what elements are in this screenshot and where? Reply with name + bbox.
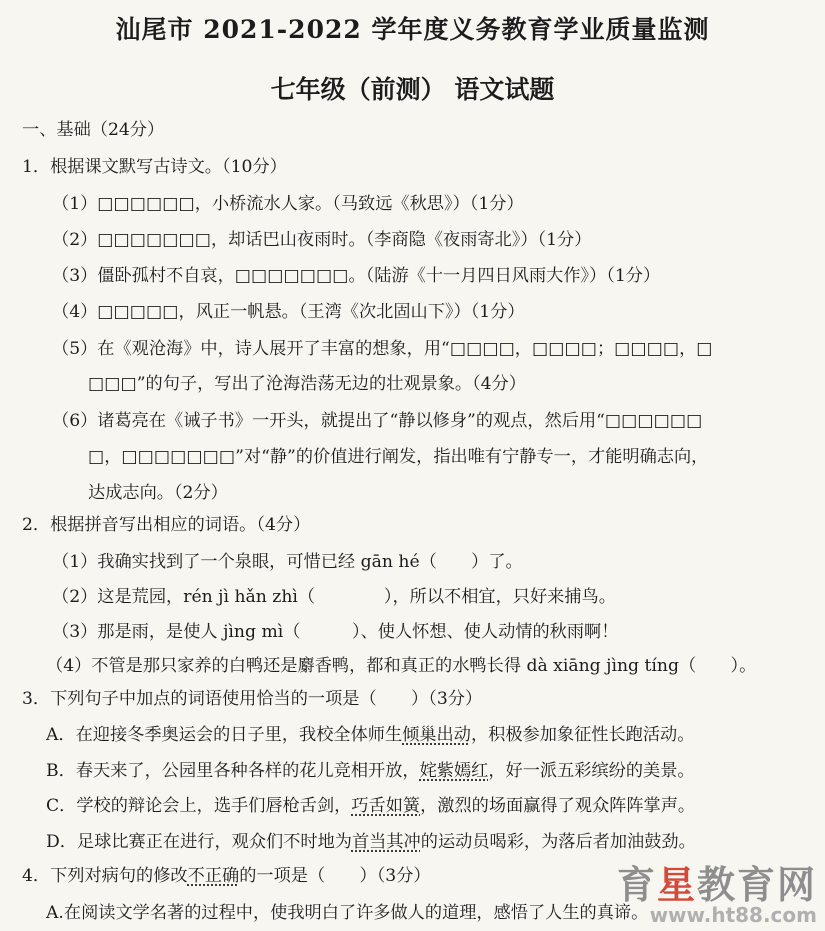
q3-option-b: B．春天来了，公园里各种各样的花儿竞相开放，姹紫嫣红，好一派五彩缤纷的美景。 [46,761,695,781]
q4-option-a: A.在阅读文学名著的过程中，使我明白了许多做人的道理，感悟了人生的真谛。 [46,903,649,923]
q2-item-4: （4）不管是那只家养的白鸭还是麝香鸭，都和真正的水鸭长得 dà xiāng jìng tíng（ ）。 [46,656,757,676]
q1-stem: 1．根据课文默写古诗文。（10分） [22,157,287,177]
q3-option-c-marked-word: 巧舌如簧 [351,796,421,816]
q1-item-6-line-3: 达成志向。（2分） [88,483,228,503]
q2-item-3: （3）那是雨，是使人 jìng mì（ ）、使人怀想、使人动情的秋雨啊！ [52,622,619,642]
q1-item-2: （2）□□□□□□□，却话巴山夜雨时。（李商隐《夜雨寄北》）（1分） [52,230,592,250]
q2-item-2: （2）这是荒园，rén jì hǎn zhì（ ），所以不相宜，只好来捕鸟。 [52,587,616,607]
watermark-url: www.ht88.com [649,903,817,927]
q1-item-6-line-1: （6）诸葛亮在《诫子书》一开头，就提出了“静以修身”的观点，然后用“□□□□□□ [52,411,703,431]
section-heading: 一、基础（24分） [22,120,165,140]
q3-option-b-marked-word: 姹紫嫣红 [419,761,489,781]
exam-title: 汕尾市 2021-2022 学年度义务教育学业质量监测 [115,15,710,44]
q1-item-1: （1）□□□□□□，小桥流水人家。（马致远《秋思》）（1分） [52,194,524,214]
q4-stem: 4．下列对病句的修改不正确的一项是（ ）（3分） [22,866,431,886]
q2-stem: 2．根据拼音写出相应的词语。（4分） [22,515,311,535]
q3-option-d-marked-word: 首当其冲 [351,832,421,852]
q4-marked-word: 不正确 [187,866,240,886]
exam-subtitle: 七年级（前测） 语文试题 [270,75,555,104]
q1-item-5-line-2: □□□”的句子，写出了沧海浩荡无边的壮观景象。（4分） [88,374,526,394]
q1-item-4: （4）□□□□□，风正一帆悬。（王湾《次北固山下》）（1分） [52,302,525,322]
q1-item-5-line-1: （5）在《观沧海》中，诗人展开了丰富的想象，用“□□□□，□□□□；□□□□，□ [52,339,713,359]
q2-item-1: （1）我确实找到了一个泉眼，可惜已经 gān hé（ ）了。 [52,552,523,572]
q3-option-c: C．学校的辩论会上，选手们唇枪舌剑，巧舌如簧，激烈的场面赢得了观众阵阵掌声。 [46,796,696,816]
watermark-star: 星 [656,863,697,907]
q1-item-6-line-2: □，□□□□□□□”对“静”的价值进行阐发，指出唯有宁静专一，才能明确志向， [88,447,709,467]
q3-option-a: A．在迎接冬季奥运会的日子里，我校全体师生倾巢出动，积极参加象征性长跑活动。 [46,725,695,745]
watermark-logo: 育星教育网 www.ht88.com [616,863,817,927]
q3-option-a-marked-word: 倾巢出动 [402,725,471,745]
q3-option-d: D．足球比赛正在进行，观众们不时地为首当其冲的运动员喝彩，为落后者加油鼓劲。 [46,832,696,852]
q3-stem: 3．下列句子中加点的词语使用恰当的一项是（ ）（3分） [22,689,483,709]
q1-item-3: （3）僵卧孤村不自哀，□□□□□□□。（陆游《十一月四日风雨大作》）（1分） [52,266,661,286]
